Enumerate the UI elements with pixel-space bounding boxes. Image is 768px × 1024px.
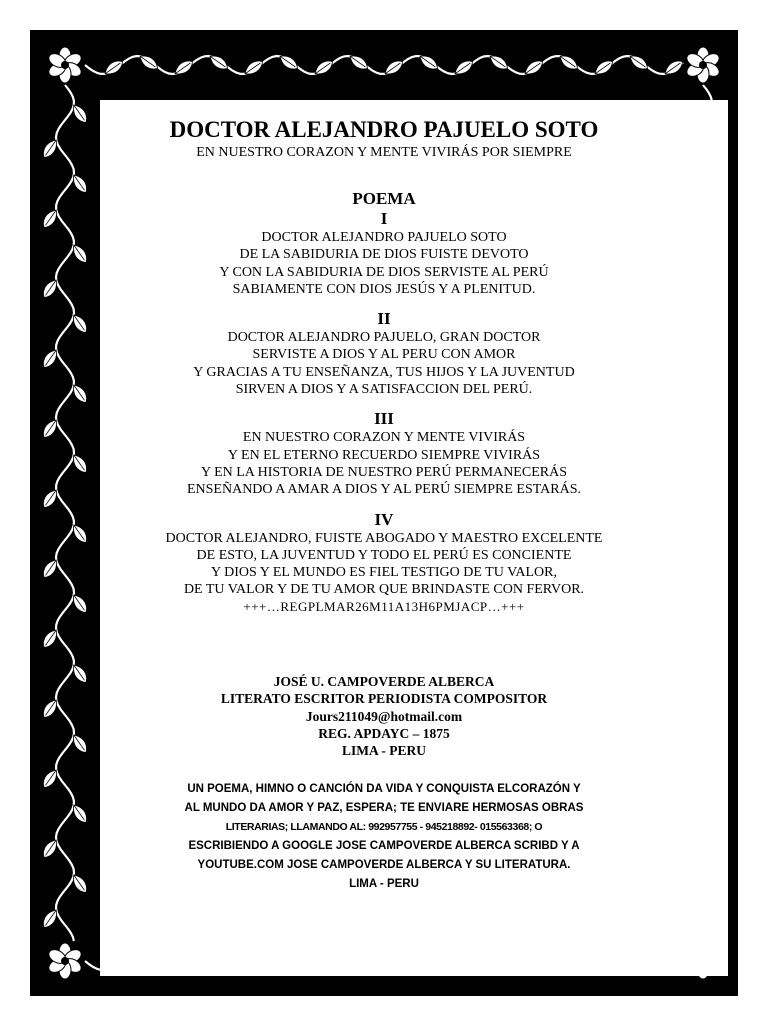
contact-line: UN POEMA, HIMNO O CANCIÓN DA VIDA Y CONQUISTA ELCORAZÓN Y [187, 782, 581, 795]
author-profession: LITERATO ESCRITOR PERIODISTA COMPOSITOR [220, 691, 548, 707]
page-subtitle: EN NUESTRO CORAZON Y MENTE VIVIRÁS POR SIEMPRE [196, 145, 572, 160]
document-body [70, 70, 698, 894]
stanza-2 [70, 309, 698, 398]
stanza-numeral: III [374, 409, 394, 429]
contact-line: LITERARIAS; LLAMANDO AL: 992957755 - 945218892- 015563368; O [225, 820, 543, 833]
author-city: LIMA - PERU [342, 743, 426, 759]
poem-label: POEMA [352, 189, 416, 208]
poem-line: DOCTOR ALEJANDRO PAJUELO, GRAN DOCTOR [227, 330, 541, 346]
poem-line: DE LA SABIDURIA DE DIOS FUISTE DEVOTO [239, 247, 529, 263]
poem-line: SERVISTE A DIOS Y AL PERU CON AMOR [252, 347, 516, 363]
author-name: JOSÉ U. CAMPOVERDE ALBERCA [273, 673, 495, 689]
poem-line: ENSEÑANDO A AMAR A DIOS Y AL PERÚ SIEMPRE ESTARÁS. [186, 482, 582, 498]
poem-line: DOCTOR ALEJANDRO, FUISTE ABOGADO Y MAESTRO EXCELENTE [165, 530, 603, 546]
author-email: Jours211049@hotmail.com [305, 708, 463, 724]
stanza-3 [70, 409, 698, 498]
poem-line: SABIAMENTE CON DIOS JESÚS Y A PLENITUD. [232, 281, 536, 297]
poem-line: Y CON LA SABIDURIA DE DIOS SERVISTE AL PERÚ [219, 264, 549, 280]
poem-line: Y GRACIAS A TU ENSEÑANZA, TUS HIJOS Y LA JUVENTUD [193, 364, 575, 380]
poem-line: DE ESTO, LA JUVENTUD Y TODO EL PERÚ ES CONCIENTE [196, 547, 572, 563]
page-title: DOCTOR ALEJANDRO PAJUELO SOTO [169, 117, 599, 142]
stanza-numeral: II [377, 309, 391, 329]
poem-line: DE TU VALOR Y DE TU AMOR QUE BRINDASTE CON FERVOR. [183, 582, 585, 598]
poem-line: Y EN LA HISTORIA DE NUESTRO PERÚ PERMANECERÁS [201, 464, 567, 480]
author-block [70, 673, 698, 760]
stanza-1 [70, 209, 698, 298]
flower-icon [46, 943, 83, 979]
stanza-numeral: I [380, 209, 388, 228]
poem-line: DOCTOR ALEJANDRO PAJUELO SOTO [261, 230, 507, 245]
stanza-4 [70, 510, 698, 615]
stanza-numeral: IV [374, 509, 394, 529]
registry-code: +++…REGPLMAR26M11A13H6PMJACP…+++ [243, 598, 525, 614]
poem-line: Y DIOS Y EL MUNDO ES FIEL TESTIGO DE TU VALOR, [211, 565, 557, 581]
poem-line: SIRVEN A DIOS Y A SATISFACCION DEL PERÚ. [235, 382, 533, 398]
contact-line: AL MUNDO DA AMOR Y PAZ, ESPERA; TE ENVIARE HERMOSAS OBRAS [184, 801, 584, 814]
contact-line: LIMA - PERU [349, 877, 419, 890]
author-registry: REG. APDAYC – 1875 [318, 725, 450, 741]
poem-line: EN NUESTRO CORAZON Y MENTE VIVIRÁS [242, 430, 526, 446]
contact-block [70, 780, 698, 894]
contact-line: ESCRIBIENDO A GOOGLE JOSE CAMPOVERDE ALBERCA SCRIBD Y A [188, 839, 580, 852]
poem-line: Y EN EL ETERNO RECUERDO SIEMPRE VIVIRÁS [227, 447, 541, 463]
contact-line: YOUTUBE.COM JOSE CAMPOVERDE ALBERCA Y SU LITERATURA. [197, 858, 571, 871]
